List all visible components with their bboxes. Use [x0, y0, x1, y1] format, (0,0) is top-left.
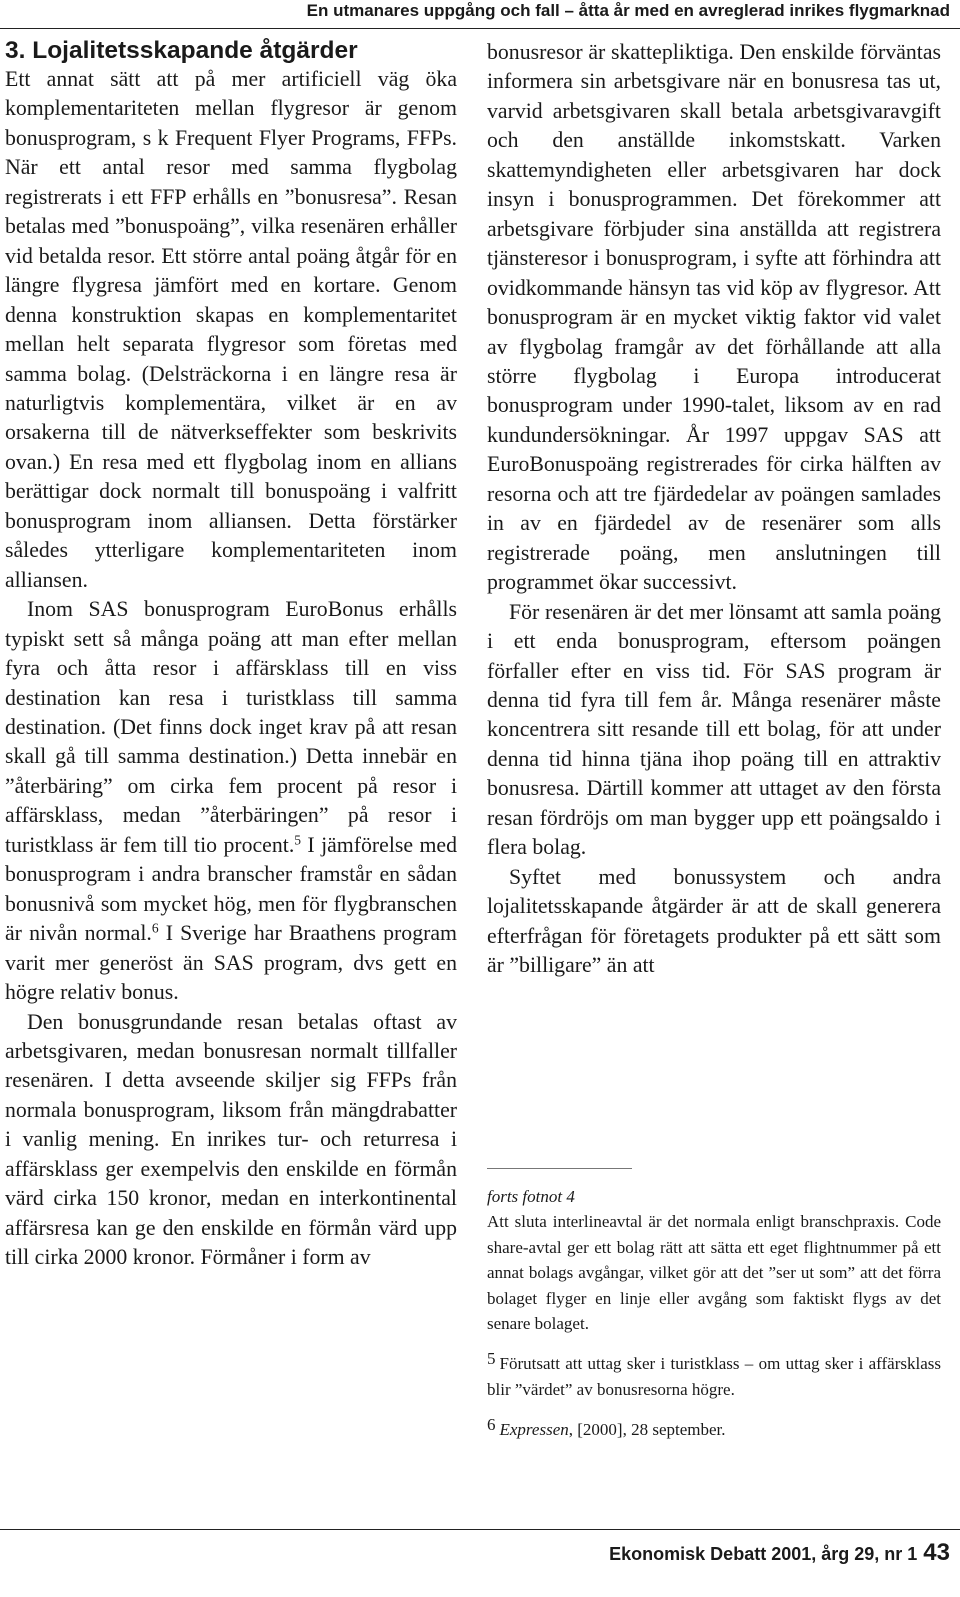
- journal-citation: Ekonomisk Debatt 2001, årg 29, nr 1: [609, 1544, 918, 1564]
- footnote-5: [487, 1346, 941, 1402]
- right-paragraph-3: Syftet med bonussystem och andra lojalitetsskapande åtgärder är att de skall generera efterfrågan för företagets produkter på ett sätt som är ”billigare” än att: [487, 864, 941, 978]
- right-paragraph-2: För resenären är det mer lönsamt att samla poäng i ett enda bonusprogram, eftersom poängen förfaller efter en viss tid. För SAS program är denna tid fyra till fem år. Många resenärer måste koncentrera sitt resande till ett bolag, för att under denna tid hinna tjäna ihop poäng till en attraktiv bonusresa. Därtill kommer att uttaget av den första resan fördröjs om man bygger upp ett poängsaldo i flera bolag.: [487, 599, 941, 860]
- footnote-5-number: 5: [487, 1349, 496, 1369]
- left-paragraph-2-text-b: I jämförelse med bonusprogram i andra branscher framstår en sådan bonusnivå som mycket hög, men för flygbranschen är nivån normal.: [5, 832, 457, 946]
- footnote-6-source: Expressen: [499, 1420, 569, 1440]
- left-paragraph-3: Den bonusgrundande resan betalas oftast av arbetsgivaren, medan bonusresan normalt tillfaller resenären. I detta avseende skiljer sig FFPs från normala bonusprogram, liksom från mängdrabatter i vanlig mening. En inrikes tur- och returresa i affärsklass ger exempelvis den enskilde en förmån värd cirka 150 kronor, medan en interkontinental affärsresa kan ge den enskilde en förmån värd upp till cirka 2000 kronor. Förmåner i form av: [5, 1009, 457, 1270]
- footnote-5-text: Förutsatt att uttag sker i turistklass – om uttag sker i affärsklass blir ”värdet” av bonusresorna högre.: [487, 1354, 941, 1399]
- footnote-6-number: 6: [487, 1415, 496, 1435]
- footnote-rule: [487, 1168, 632, 1169]
- footnote-ref-6: 6: [151, 920, 159, 936]
- running-head-title: En utmanares uppgång och fall – åtta år med en avreglerad inrikes flygmarknad: [306, 1, 950, 20]
- left-column: [5, 34, 457, 1273]
- footer-rule: [0, 1529, 960, 1530]
- left-paragraph-1: Ett annat sätt att på mer artificiell väg öka komplementariteten mellan flygresor är genom bonusprogram, s k Frequent Flyer Programs, FFPs. När ett antal resor med samma flygbolag registrerats i ett FFP erhålls en ”bonusresa”. Resan betalas med ”bonuspoäng”, vilka resenären erhåller vid betalda resor. Ett större antal poäng åtgår för en längre flygresa jämfört med en kortare. Genom denna konstruktion skapas en komplementaritet mellan helt separata flygresor som företas med samma bolag. (Delsträckorna i en längre resa är naturligtvis komplementära, vilket är en av orsakerna till de nätverkseffekter som beskrivits ovan.) En resa med ett flygbolag inom en allians berättigar dock normalt till bonuspoäng i valfritt bonusprogram inom alliansen. Detta förstärker således ytterligare komplementariteten inom alliansen.: [5, 67, 457, 592]
- right-column: [487, 38, 941, 981]
- page-footer: [609, 1541, 950, 1566]
- left-paragraph-2-text-c: I Sverige har Braathens program varit mer generöst än SAS program, dvs gett en högre relativ bonus.: [5, 921, 457, 1005]
- footnote-6-text: , [2000], 28 september.: [568, 1420, 726, 1440]
- footnote-ref-5: 5: [294, 832, 302, 848]
- footnote-6: [487, 1412, 941, 1442]
- right-paragraph-1: bonusresor är skattepliktiga. Den enskilde förväntas informera sin arbetsgivare när en bonusresa tas ut, varvid arbetsgivaren skall betala arbetsgivaravgift och den anställde inkomstskatt. Varken skattemyndigheten eller arbetsgivaren har dock insyn i bonusprogrammen. Det förekommer att arbetsgivare förbjuder sina anställda att registrera tjänsteresor i bonusprogram, i syfte att förhindra att ovidkommande hänsyn tas vid köp av flygresor. Att bonusprogram är en mycket viktig faktor vid valet av flygbolag framgår av det förhållande att alla större flygbolag i Europa introducerat bonusprogram under 1990-talet, liksom av en rad kundundersökningar. År 1997 uppgav SAS att EuroBonuspoäng registrerades för cirka hälften av resorna och att tre fjärdedelar av poängen samlades in av en fjärdedel av de resenärer som alls registrerade poäng, men anslutningen till programmet ökar successivt.: [487, 40, 941, 595]
- page-number: 43: [923, 1539, 950, 1566]
- left-paragraph-2-text-a: Inom SAS bonusprogram EuroBonus erhålls typiskt sett så många poäng att man efter mellan fyra och åtta resor i affärsklass till en viss destination kan resa i turistklass till samma destination. (Det finns dock inget krav på att resan skall gå till samma destination.) Detta innebär en ”återbäring” om cirka fem procent på resor i affärsklass, medan ”återbäringen” på resor i turistklass är fem till tio procent.: [5, 597, 457, 857]
- footnote-4-continued: Att sluta interlineavtal är det normala enligt branschpraxis. Code share-avtal ger ett bolag rätt att sätta ett eget flightnummer på ett annat bolags avgångar, vilket gör att det ”ser ut som” att det förra bolaget flyger en linje eller avgång som faktiskt flygs av det senare bolaget.: [487, 1212, 941, 1334]
- footnotes: [487, 1184, 941, 1443]
- header-rule: [0, 28, 960, 29]
- section-heading: 3. Lojalitetsskapande åtgärder: [5, 37, 358, 64]
- left-paragraph-2: [5, 595, 457, 1007]
- footnote-continued-label: forts fotnot 4: [487, 1187, 575, 1206]
